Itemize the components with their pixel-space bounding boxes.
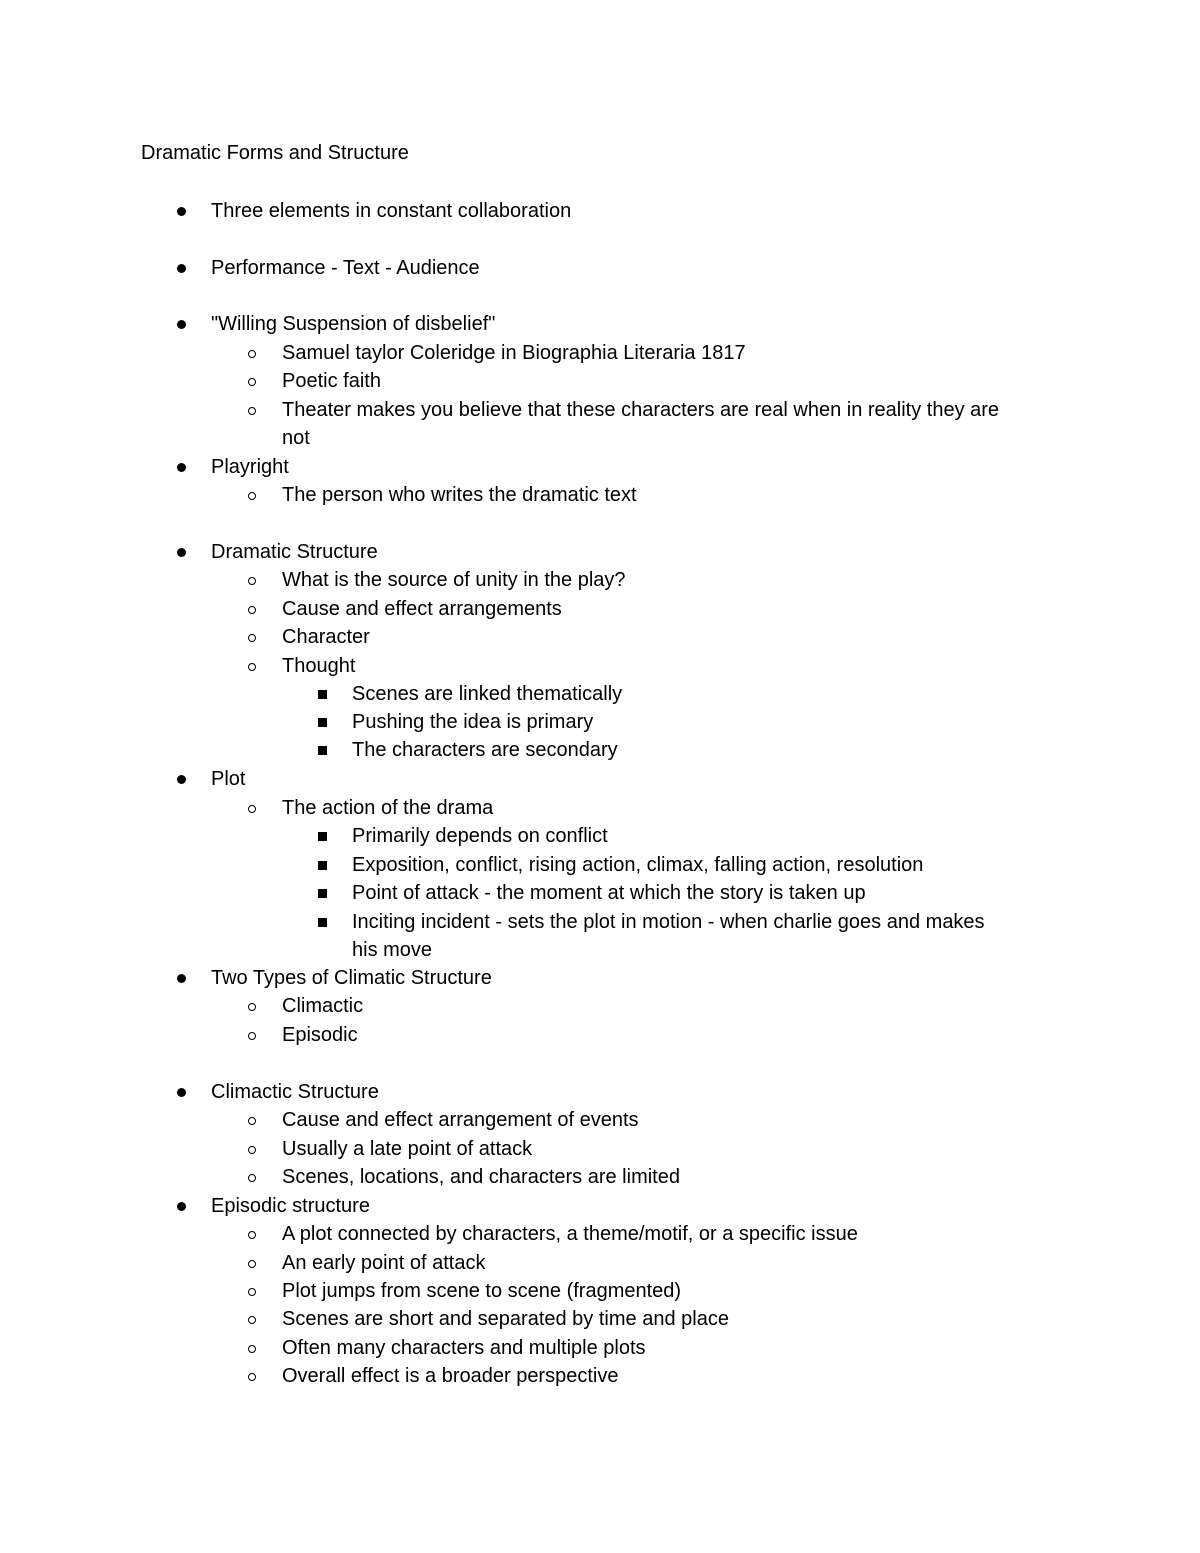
bullet-square-icon [318, 832, 327, 841]
bullet-circle-icon [248, 1003, 256, 1011]
bullet-circle-icon [248, 1231, 256, 1239]
bullet-circle-icon [248, 606, 256, 614]
list-item-level-1: Climactic Structure [211, 1081, 379, 1103]
list-item-level-1: Episodic structure [211, 1195, 370, 1217]
bullet-disc-icon [177, 1088, 186, 1097]
list-item-level-1: "Willing Suspension of disbelief" [211, 313, 496, 335]
bullet-square-icon [318, 918, 327, 927]
list-item-level-1: Playright [211, 456, 289, 478]
bullet-circle-icon [248, 1316, 256, 1324]
list-item-level-2: Overall effect is a broader perspective [282, 1365, 619, 1387]
list-item-level-1: Three elements in constant collaboration [211, 200, 572, 222]
bullet-circle-icon [248, 663, 256, 671]
bullet-disc-icon [177, 974, 186, 983]
bullet-circle-icon [248, 378, 256, 386]
list-item-level-2: The person who writes the dramatic text [282, 484, 637, 506]
bullet-disc-icon [177, 207, 186, 216]
bullet-circle-icon [248, 805, 256, 813]
bullet-circle-icon [248, 1146, 256, 1154]
list-item-level-1: Plot [211, 768, 246, 790]
bullet-circle-icon [248, 577, 256, 585]
list-item-level-3: Exposition, conflict, rising action, climax, falling action, resolution [352, 854, 924, 876]
list-item-level-3: Primarily depends on conflict [352, 825, 608, 847]
list-item-level-1: Two Types of Climatic Structure [211, 967, 492, 989]
list-item-level-2: Climactic [282, 995, 364, 1017]
bullet-circle-icon [248, 1288, 256, 1296]
list-item-level-3: Pushing the idea is primary [352, 711, 594, 733]
bullet-circle-icon [248, 492, 256, 500]
bullet-circle-icon [248, 350, 256, 358]
bullet-square-icon [318, 746, 327, 755]
list-item-level-2: Cause and effect arrangement of events [282, 1109, 639, 1131]
list-item-level-2: Samuel taylor Coleridge in Biographia Literaria 1817 [282, 342, 746, 364]
bullet-disc-icon [177, 320, 186, 329]
bullet-disc-icon [177, 264, 186, 273]
bullet-disc-icon [177, 463, 186, 472]
list-item-level-2: Usually a late point of attack [282, 1138, 533, 1160]
bullet-disc-icon [177, 548, 186, 557]
list-item-level-2: Plot jumps from scene to scene (fragmented) [282, 1280, 682, 1302]
list-item-level-3: Inciting incident - sets the plot in motion - when charlie goes and makes [352, 911, 985, 933]
list-item-level-2: The action of the drama [282, 797, 494, 819]
list-item-level-3: Point of attack - the moment at which the story is taken up [352, 882, 866, 904]
bullet-circle-icon [248, 1373, 256, 1381]
list-item-level-2: Thought [282, 655, 356, 677]
bullet-circle-icon [248, 407, 256, 415]
bullet-circle-icon [248, 1174, 256, 1182]
bullet-circle-icon [248, 1117, 256, 1125]
bullet-square-icon [318, 889, 327, 898]
bullet-square-icon [318, 861, 327, 870]
list-item-continuation: his move [352, 939, 433, 961]
list-item-level-2: Episodic [282, 1024, 358, 1046]
bullet-square-icon [318, 690, 327, 699]
bullet-circle-icon [248, 634, 256, 642]
bullet-circle-icon [248, 1032, 256, 1040]
list-item-continuation: not [282, 427, 310, 449]
document-title: Dramatic Forms and Structure [141, 142, 409, 164]
list-item-level-2: Poetic faith [282, 370, 381, 392]
list-item-level-3: Scenes are linked thematically [352, 683, 623, 705]
list-item-level-3: The characters are secondary [352, 739, 618, 761]
list-item-level-1: Dramatic Structure [211, 541, 378, 563]
bullet-square-icon [318, 718, 327, 727]
bullet-disc-icon [177, 1202, 186, 1211]
list-item-level-2: Often many characters and multiple plots [282, 1337, 646, 1359]
bullet-circle-icon [248, 1260, 256, 1268]
bullet-disc-icon [177, 775, 186, 784]
bullet-circle-icon [248, 1345, 256, 1353]
list-item-level-2: Scenes are short and separated by time and place [282, 1308, 729, 1330]
list-item-level-2: Character [282, 626, 370, 648]
list-item-level-2: Cause and effect arrangements [282, 598, 562, 620]
list-item-level-2: Scenes, locations, and characters are limited [282, 1166, 680, 1188]
list-item-level-1: Performance - Text - Audience [211, 257, 480, 279]
list-item-level-2: Theater makes you believe that these characters are real when in reality they are [282, 399, 1000, 421]
list-item-level-2: A plot connected by characters, a theme/motif, or a specific issue [282, 1223, 858, 1245]
list-item-level-2: An early point of attack [282, 1252, 486, 1274]
list-item-level-2: What is the source of unity in the play? [282, 569, 626, 591]
